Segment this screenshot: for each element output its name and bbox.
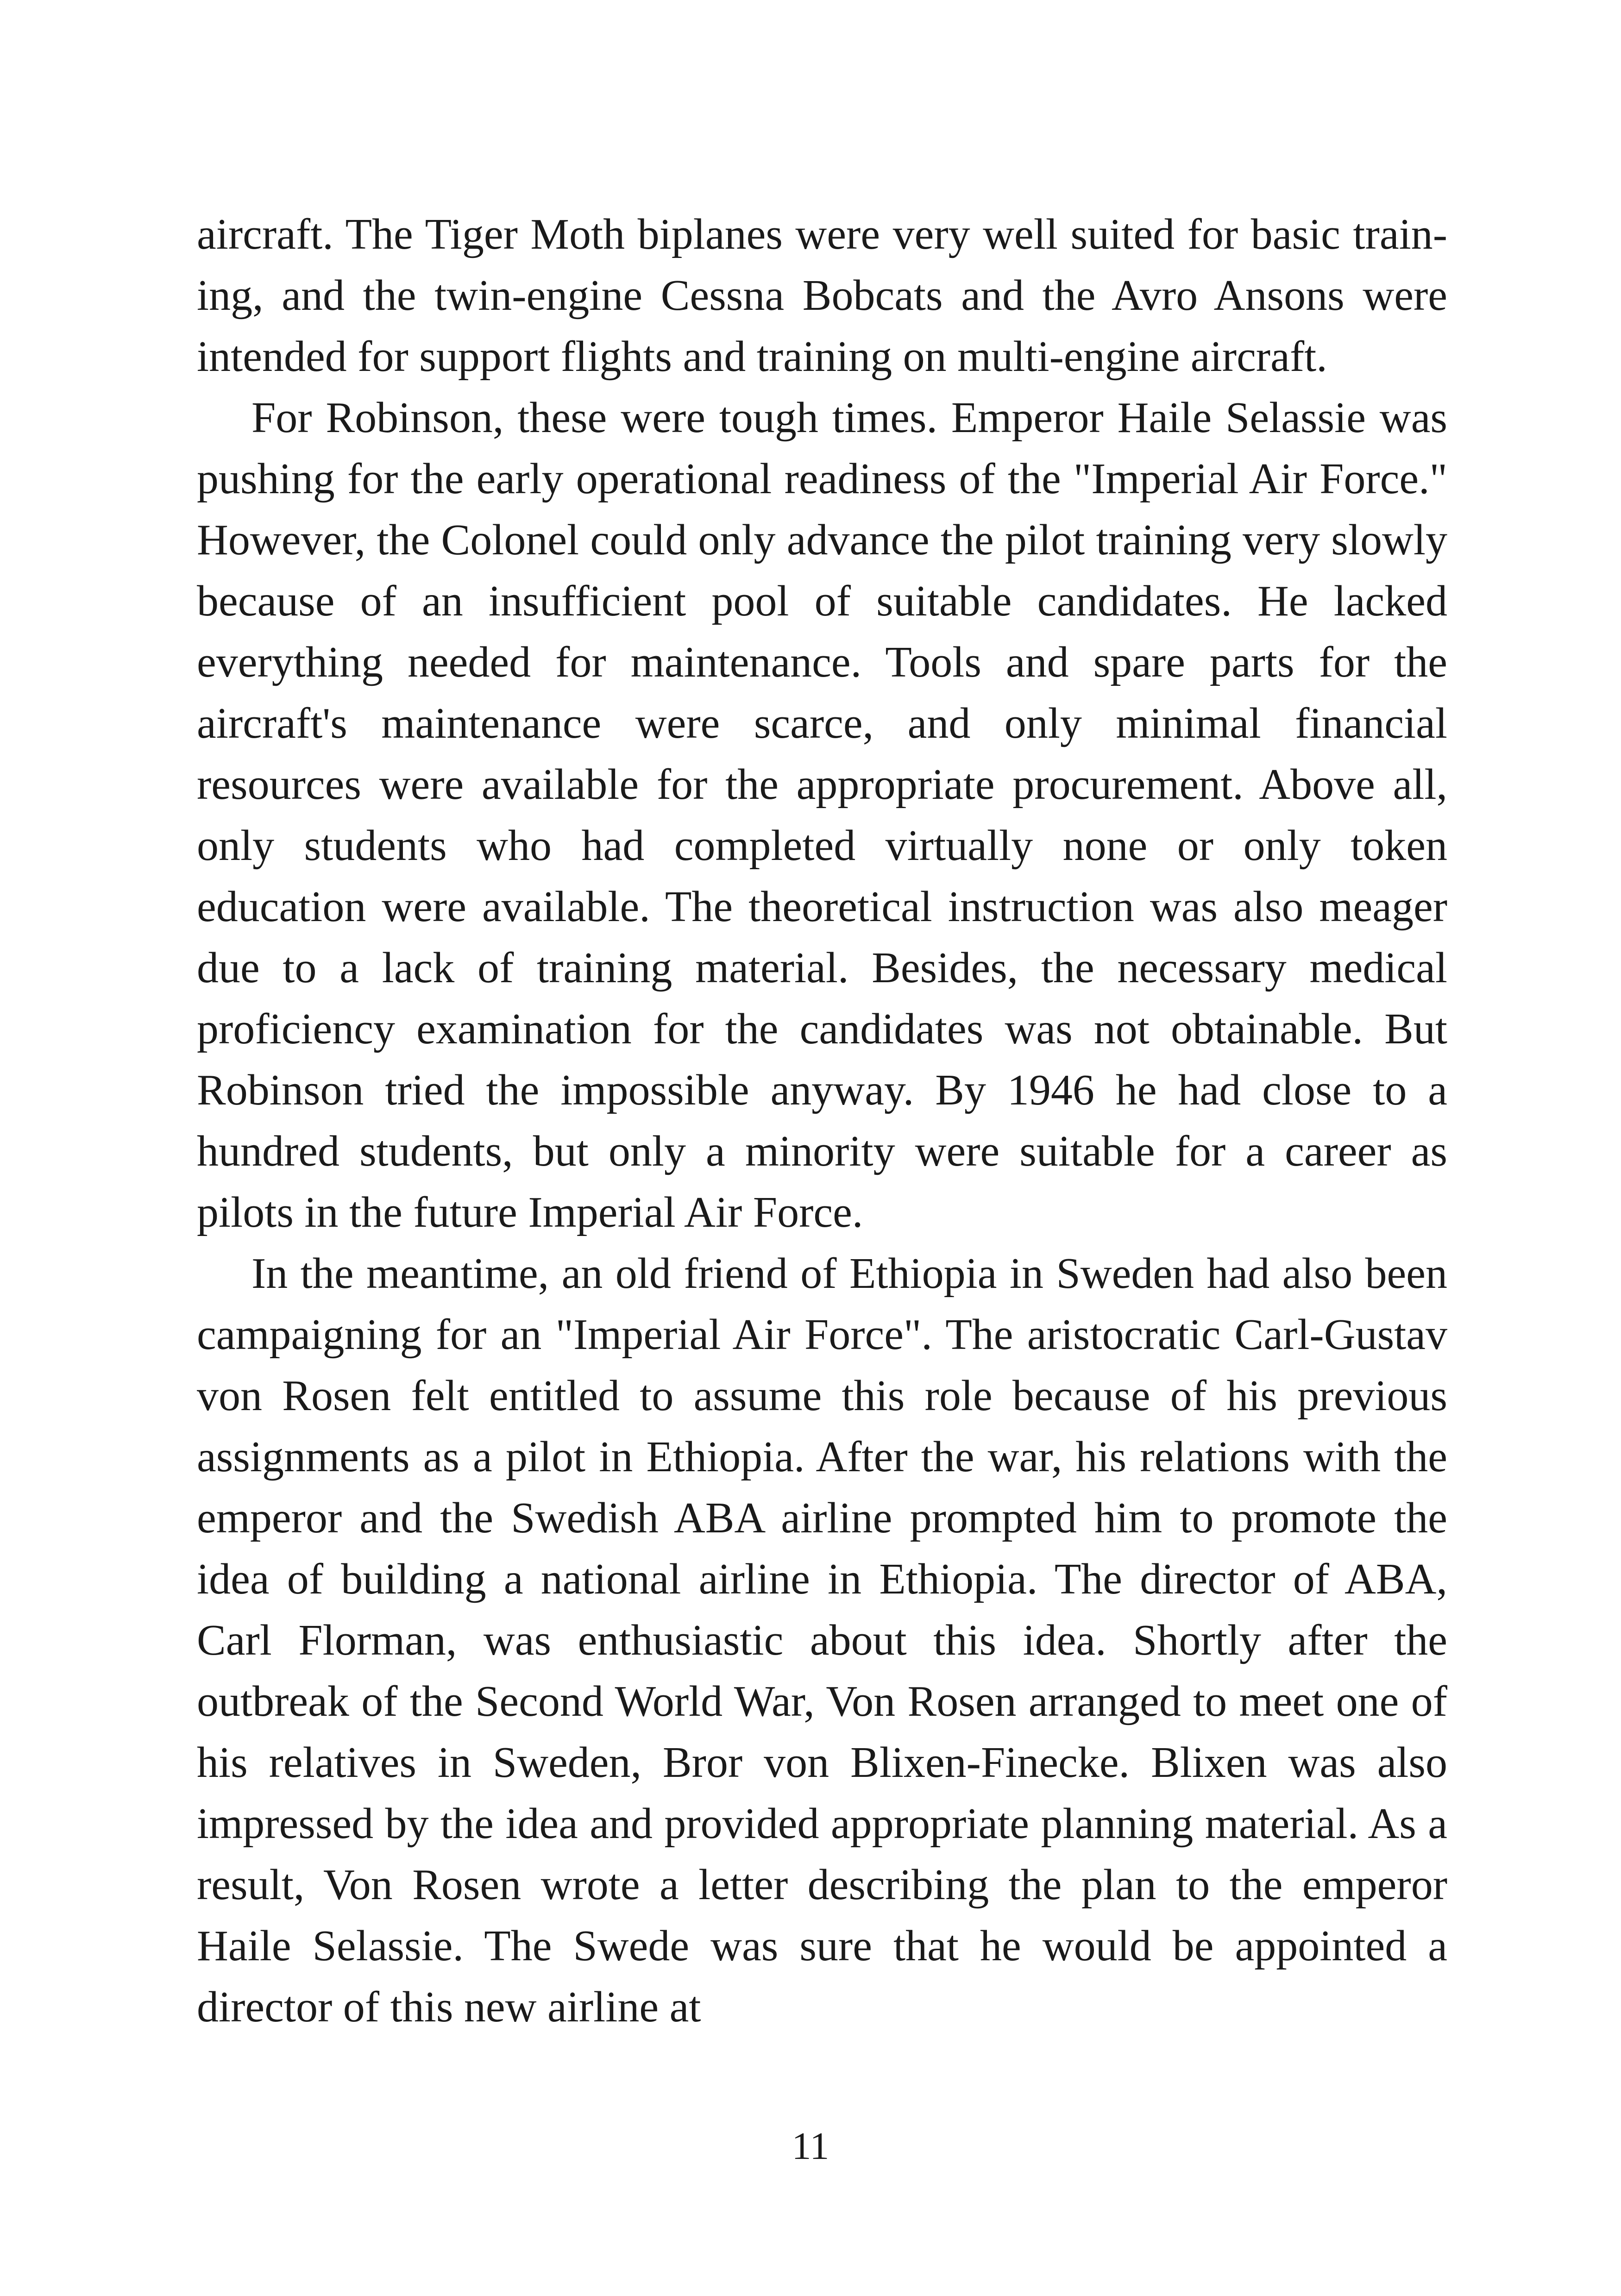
paragraph-von-rosen: In the meantime, an old friend of Ethiopia in Sweden had also been campaigning for an "Imperial Air Force". The aristocratic Carl-Gustav von Rosen felt entitled to assume this role because of his previous assignments as a pilot in Ethiopia. After the war, his relations with the emperor and the Swedish ABA airline prompted him to promote the idea of building a national airline in Ethiopia. The director of ABA, Carl Florman, was enthusiastic about this idea. Shortly after the outbreak of the Second World War, Von Rosen arranged to meet one of his relatives in Sweden, Bror von Blixen-Finecke. Blixen was also impressed by the idea and provided appropriate planning material. As a result, Von Rosen wrote a letter describing the plan to the emperor Haile Selassie. The Swede was sure that he would be appointed a director of this new airline at bbox=[197, 1249, 1447, 2031]
page-number: 11 bbox=[792, 2125, 829, 2168]
paragraph-robinson: For Robinson, these were tough times. Emperor Haile Selassie was pushing for the early operational readiness of the "Imperial Air Force." However, the Colonel could only advance the pilot training very slowly because of an insufficient pool of suitable candidates. He lacked everything needed for maintenance. Tools and spare parts for the aircraft's maintenance were scarce, and only minimal financial resources were available for the appropriate procurement. Above all, only students who had completed virtually none or only token education were available. The theoretical instruction was also meager due to a lack of training material. Besides, the necessary medical proficiency examination for the candidates was not obtainable. But Robinson tried the impossible anyway. By 1946 he had close to a hundred students, but only a minority were suitable for a career as pilots in the future Imperial Air Force. bbox=[197, 394, 1447, 1236]
body-text bbox=[197, 204, 1447, 2038]
paragraph-continuation: aircraft. The Tiger Moth biplanes were very well suited for basic training, and the twin-engine Cessna Bobcats and the Avro Ansons were intended for support flights and training on multi-engine aircraft. bbox=[197, 210, 1447, 381]
